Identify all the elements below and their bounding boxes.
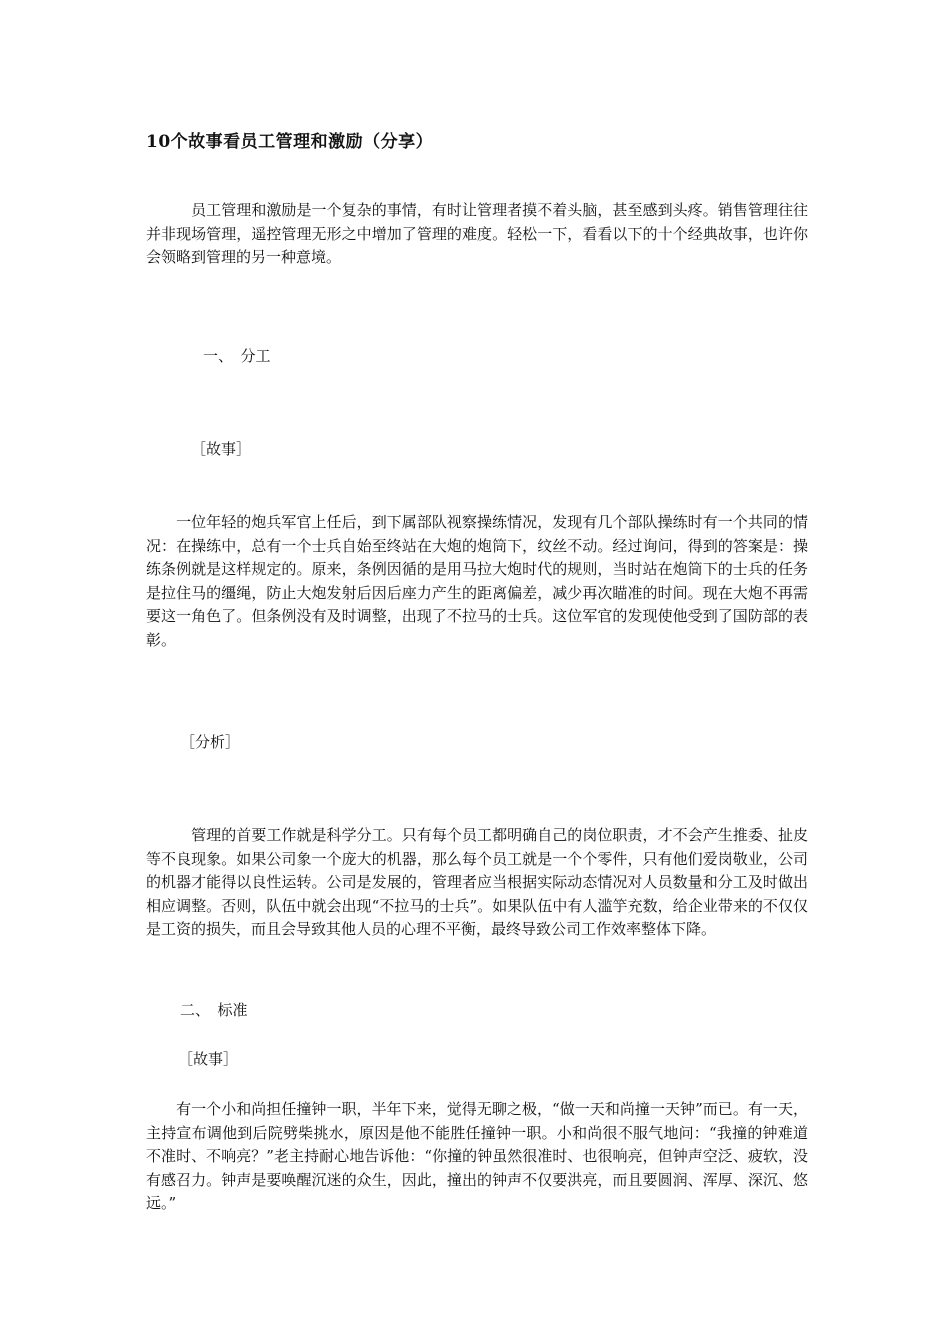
story-paragraph: 有一个小和尚担任撞钟一职，半年下来，觉得无聊之极，“做一天和尚撞一天钟”而已。有一天，主持宣布调他到后院劈柴挑水，原因是他不能胜任撞钟一职。小和尚很不服气地问：“我撞的钟难道不准时、不响亮？”老主持耐心地告诉他：“你撞的钟虽然很准时、也很响亮，但钟声空泛、疲软，没有感召力。钟声是要唤醒沉迷的众生，因此，撞出的钟声不仅要洪亮，而且要圆润、浑厚、深沉、悠远。” <box>146 1100 808 1212</box>
intro-paragraph: 员工管理和激励是一个复杂的事情，有时让管理者摸不着头脑，甚至感到头疼。销售管理往往并非现场管理，遥控管理无形之中增加了管理的难度。轻松一下，看看以下的十个经典故事，也许你会领略到管理的另一种意境。 <box>146 201 808 266</box>
section-heading-standard: 二、 标准 <box>180 1001 248 1019</box>
story-label: ［故事］ <box>178 1050 239 1068</box>
analysis-paragraph: 管理的首要工作就是科学分工。只有每个员工都明确自己的岗位职责，才不会产生推委、扯皮等不良现象。如果公司象一个庞大的机器，那么每个员工就是一个个零件，只有他们爱岗敬业，公司的机器才能得以良性运转。公司是发展的，管理者应当根据实际动态情况对人员数量和分工及时做出相应调整。否则，队伍中就会出现“不拉马的士兵”。如果队伍中有人滥竽充数，给企业带来的不仅仅是工资的损失，而且会导致其他人员的心理不平衡，最终导致公司工作效率整体下降。 <box>146 826 808 938</box>
story-paragraph: 一位年轻的炮兵军官上任后，到下属部队视察操练情况，发现有几个部队操练时有一个共同的情况：在操练中，总有一个士兵自始至终站在大炮的炮筒下，纹丝不动。经过询问，得到的答案是：操练条例就是这样规定的。原来，条例因循的是用马拉大炮时代的规则，当时站在炮筒下的士兵的任务是拉住马的缰绳，防止大炮发射后因后座力产生的距离偏差，减少再次瞄准的时间。现在大炮不再需要这一角色了。但条例没有及时调整，出现了不拉马的士兵。这位军官的发现使他受到了国防部的表彰。 <box>146 513 808 649</box>
story-label: ［故事］ <box>191 440 252 458</box>
section-heading-division: 一、 分工 <box>203 347 271 365</box>
analysis-label: ［分析］ <box>180 733 241 751</box>
document-title: 10个故事看员工管理和激励（分享） <box>146 132 434 152</box>
